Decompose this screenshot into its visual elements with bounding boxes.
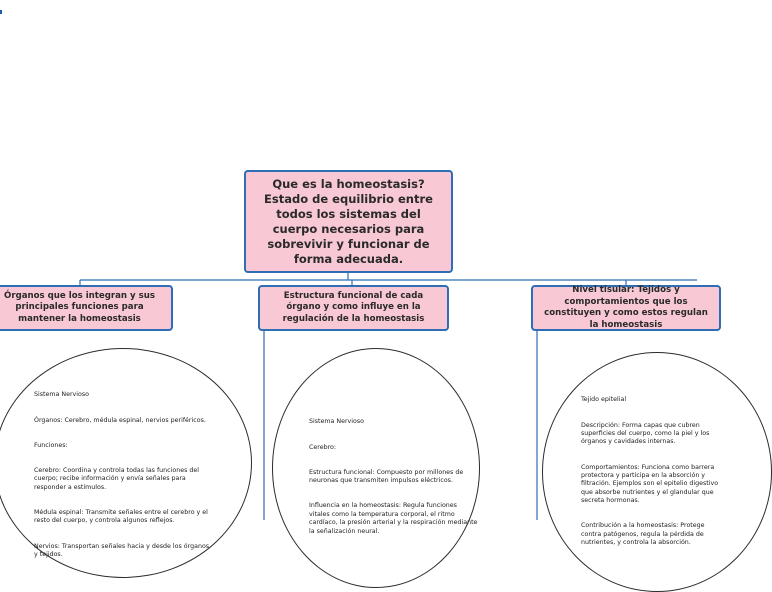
detail-paragraph: Contribución a la homeostasis: Protege contra patógenos, regula la pérdida de nutrientes, y controla la absorción. [581,522,705,547]
detail-paragraph: Comportamientos: Funciona como barrera protectora y participa en la absorción y filtración. Ejemplos son el epitelio digestivo que absorbe nutrientes y el glandular que secreta hormonas. [581,463,719,505]
detail-paragraph: Cerebro: [309,443,337,451]
detail-paragraph: Cerebro: Coordina y controla todas las funciones del cuerpo; recibe información y envía señales para responder a estímulos. [34,467,199,491]
detail-paragraph: Funciones: [34,441,68,449]
detail-paragraph: Tejido epitelial [581,396,627,404]
detail-paragraph: Médula espinal: Transmite señales entre el cerebro y el resto del cuerpo, y controla algunos reflejos. [34,509,208,525]
branch-organos-title: Órganos que los integran y sus principales funciones para mantener la homeostasis [4,290,155,324]
detail-paragraph: Órganos: Cerebro, médula espinal, nervios periféricos. [34,416,206,424]
detail-paragraph: Sistema Nervioso [34,391,89,399]
detail-paragraph: Descripción: Forma capas que cubren superficies del cuerpo, como la piel y los órganos y cavidades internas. [581,421,710,446]
root-topic-text: Que es la homeostasis? Estado de equilibrio entre todos los sistemas del cuerpo necesarios para sobrevivir y funcionar de forma adecuada. [264,176,433,266]
branch-tisular-title: Nivel tisular: Tejidos y comportamientos que los constituyen y como estos regulan la homeostasis [544,285,708,330]
branch-nivel-tisular[interactable] [531,285,721,331]
branch-organos[interactable] [0,285,173,331]
detail-text-estructura [309,410,479,544]
detail-paragraph: Nervios: Transportan señales hacia y desde los órganos y tejidos. [34,542,210,559]
detail-text-organos [34,383,214,568]
branch-estructura-funcional[interactable] [258,285,449,331]
root-topic[interactable] [244,170,453,273]
branch-estructura-title: Estructura funcional de cada órgano y como influye en la regulación de la homeostasis [282,290,425,324]
detail-paragraph: Estructura funcional: Compuesto por millones de neuronas que transmiten impulsos eléctricos. [309,468,464,485]
detail-paragraph: Influencia en la homeostasis: Regula funciones vitales como la temperatura corporal, el ritmo cardíaco, la presión arterial y la respiración mediante la señalización neural. [309,502,478,535]
detail-paragraph: Sistema Nervioso [309,418,364,426]
detail-text-tisular [581,388,721,556]
